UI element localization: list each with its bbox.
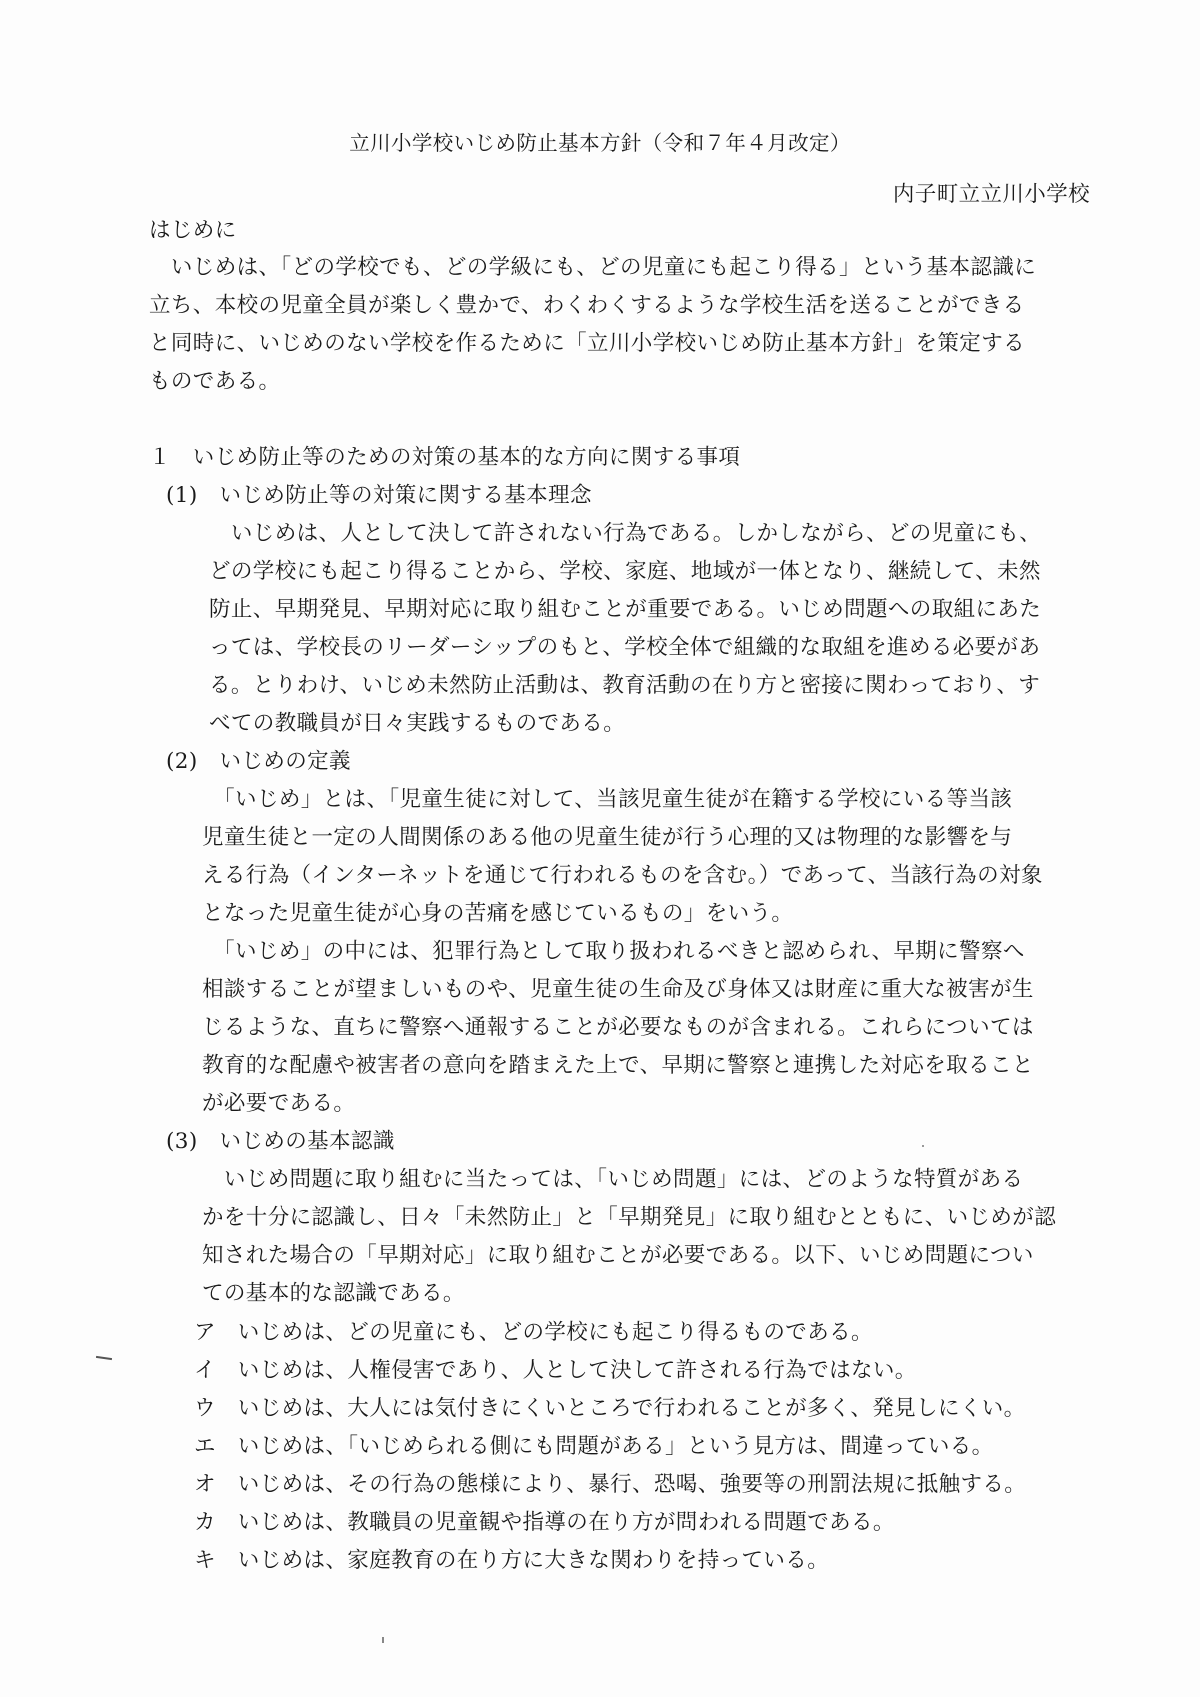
- subsection-3-line: 知された場合の「早期対応」に取り組むことが必要である。以下、いじめ問題につい: [202, 1243, 1034, 1268]
- subsection-2-heading: (2) いじめの定義: [166, 749, 351, 774]
- scan-artifact-dot: [382, 1637, 384, 1643]
- subsection-1-heading: (1) いじめ防止等の対策に関する基本理念: [166, 483, 592, 508]
- subsection-1-line: っては、学校長のリーダーシップのもと、学校全体で組織的な取組を進める必要があ: [209, 635, 1041, 660]
- subsection-3-line: かを十分に認識し、日々「未然防止」と「早期発見」に取り組むとともに、いじめが認: [202, 1205, 1057, 1230]
- subsection-2-line: じるような、直ちに警察へ通報することが必要なものが含まれる。これらについては: [202, 1015, 1034, 1040]
- subsection-3-line: いじめ問題に取り組むに当たっては、「いじめ問題」には、どのような特質がある: [202, 1167, 1024, 1192]
- intro-line: ものである。: [149, 369, 281, 394]
- intro-line: 立ち、本校の児童全員が楽しく豊かで、わくわくするような学校生活を送ることができる: [149, 293, 1025, 318]
- list-item: イ いじめは、人権侵害であり、人として決して許される行為ではない。: [194, 1358, 917, 1383]
- list-item: カ いじめは、教職員の児童観や指導の在り方が問われる問題である。: [194, 1510, 895, 1535]
- subsection-3-line: ての基本的な認識である。: [202, 1281, 465, 1306]
- list-item: ウ いじめは、大人には気付きにくいところで行われることが多く、発見しにくい。: [194, 1396, 1026, 1421]
- subsection-1-line: 防止、早期発見、早期対応に取り組むことが重要である。いじめ問題への取組にあた: [209, 597, 1042, 622]
- subsection-2-line: える行為（インターネットを通じて行われるものを含む。）であって、当該行為の対象: [202, 863, 1043, 888]
- subsection-1-line: どの学校にも起こり得ることから、学校、家庭、地域が一体となり、継続して、未然: [209, 559, 1041, 584]
- subsection-2-line: 児童生徒と一定の人間関係のある他の児童生徒が行う心理的又は物理的な影響を与: [202, 825, 1013, 850]
- intro-line: いじめは、「どの学校でも、どの学級にも、どの児童にも起こり得る」という基本認識に: [149, 255, 1037, 280]
- list-item: オ いじめは、その行為の態様により、暴行、恐喝、強要等の刑罰法規に抵触する。: [194, 1472, 1027, 1497]
- subsection-2-line: 「いじめ」の中には、犯罪行為として取り扱われるべきと認められ、早期に警察へ: [202, 939, 1025, 964]
- subsection-1-line: る。とりわけ、いじめ未然防止活動は、教育活動の在り方と密接に関わっており、す: [209, 673, 1041, 698]
- list-item: ア いじめは、どの児童にも、どの学校にも起こり得るものである。: [194, 1320, 873, 1345]
- section-1-heading: １ いじめ防止等のための対策の基本的な方向に関する事項: [149, 445, 741, 470]
- list-item: エ いじめは、「いじめられる側にも問題がある」という見方は、間違っている。: [194, 1434, 994, 1459]
- intro-heading: はじめに: [149, 218, 237, 243]
- scan-artifact-dot: [922, 1145, 924, 1147]
- subsection-2-line: が必要である。: [202, 1091, 356, 1116]
- school-name: 内子町立立川小学校: [892, 182, 1090, 207]
- document-title: 立川小学校いじめ防止基本方針（令和７年４月改定）: [349, 131, 851, 155]
- subsection-2-line: となった児童生徒が心身の苦痛を感じているもの」をいう。: [202, 901, 794, 926]
- subsection-1-line: べての教職員が日々実践するものである。: [209, 711, 626, 736]
- list-item: キ いじめは、家庭教育の在り方に大きな関わりを持っている。: [194, 1548, 830, 1573]
- subsection-3-heading: (3) いじめの基本認識: [166, 1129, 395, 1154]
- subsection-2-line: 相談することが望ましいものや、児童生徒の生命及び身体又は財産に重大な被害が生: [202, 977, 1034, 1002]
- subsection-2-line: 「いじめ」とは、「児童生徒に対して、当該児童生徒が在籍する学校にいる等当該: [202, 787, 1013, 812]
- intro-line: と同時に、いじめのない学校を作るために「立川小学校いじめ防止基本方針」を策定する: [149, 331, 1026, 356]
- subsection-1-line: いじめは、人として決して許されない行為である。しかしながら、どの児童にも、: [209, 521, 1042, 546]
- subsection-2-line: 教育的な配慮や被害者の意向を踏まえた上で、早期に警察と連携した対応を取ること: [202, 1053, 1034, 1078]
- scan-artifact-mark: [96, 1356, 112, 1360]
